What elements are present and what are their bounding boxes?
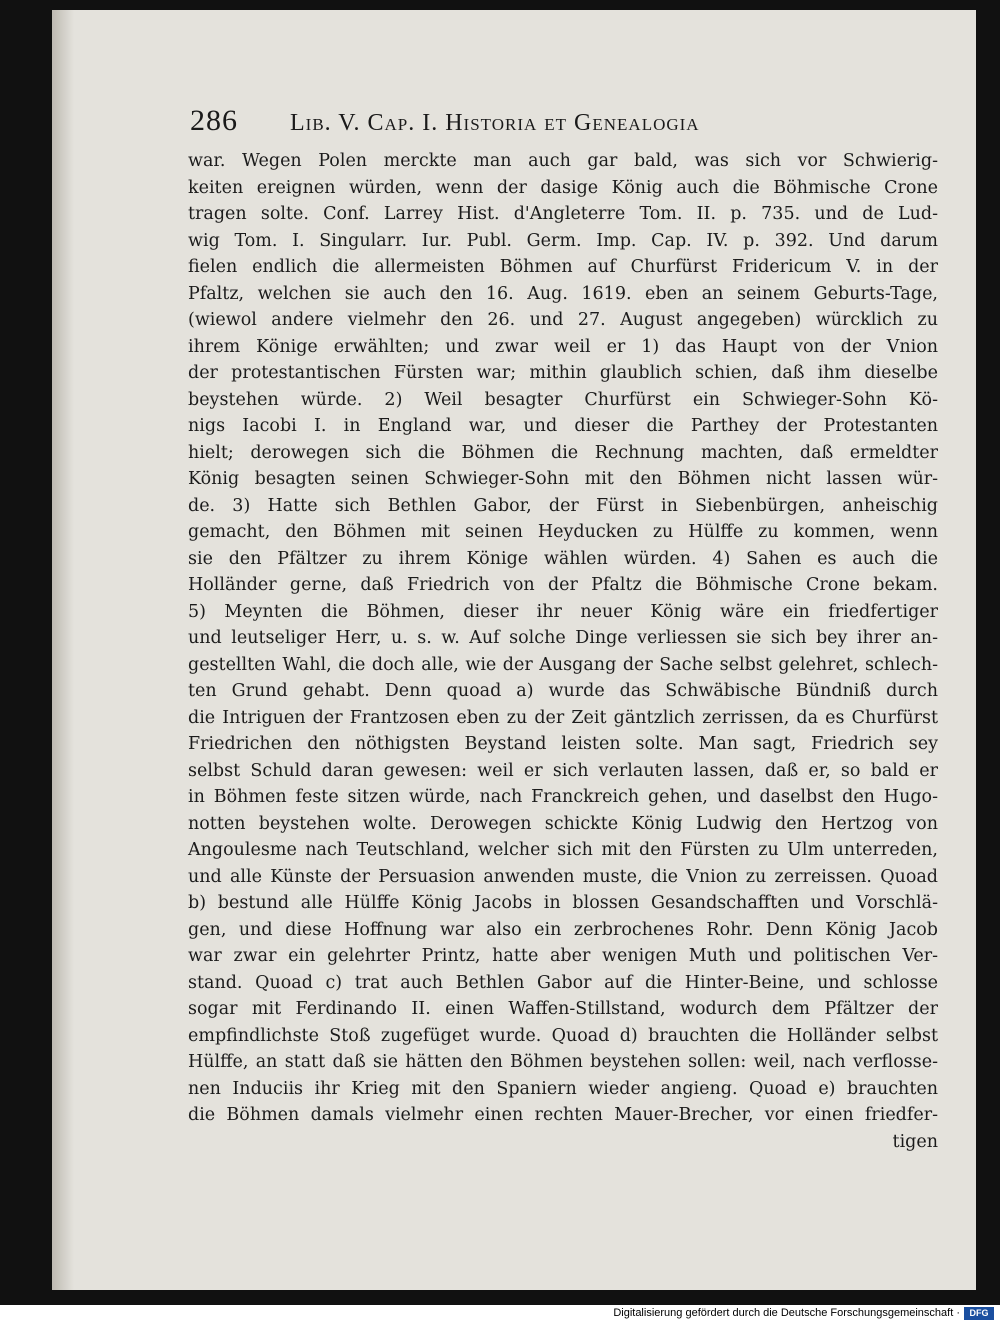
text-line: hielt; derowegen sich die Böhmen die Rechnung machten, daß ermeldter [188,442,938,463]
text-line: der protestantischen Fürsten war; mithin glaublich schien, daß ihm dieselbe [188,363,938,383]
running-title: Lib. V. Cap. I. Historia et Genealogia [290,110,700,136]
text-line: nen Induciis ihr Krieg mit den Spaniern wieder angieng. Quoad e) brauchten [188,1078,938,1099]
text-line: notten beystehen wolte. Derowegen schickte König Ludwig den Hertzog von [188,813,938,834]
text-line: tigen [892,1131,938,1152]
text-line: ihrem Könige erwählten; und zwar weil er 1) das Haupt von der Vnion [188,336,938,357]
text-line: beystehen würde. 2) Weil besagter Churfürst ein Schwieger-Sohn Kö- [188,389,938,410]
text-line: keiten ereignen würden, wenn der dasige König auch die Böhmische Crone [188,177,938,198]
page-header [190,104,840,144]
text-line: gestellten Wahl, die doch alle, wie der Ausgang der Sache selbst gelehret, schlech- [188,654,938,675]
text-line: sogar mit Ferdinando II. einen Waffen-Stillstand, wodurch dem Pfältzer der [188,999,938,1019]
page-gutter-shadow [52,10,74,1290]
text-line: b) bestund alle Hülffe König Jacobs in blossen Gesandschafften und Vorschlä- [188,893,938,913]
text-line: die Intriguen der Frantzosen eben zu der Zeit gäntzlich zerrissen, da es Churfürst [188,707,938,728]
text-line: (wiewol andere vielmehr den 26. und 27. August angegeben) würcklich zu [188,310,938,330]
text-line: de. 3) Hatte sich Bethlen Gabor, der Fürst in Siebenbürgen, anheischig [188,495,938,516]
text-line: selbst Schuld daran gewesen: weil er sich verlauten lassen, daß er, so bald er [188,760,938,781]
page-number: 286 [190,104,238,137]
digitization-credit: Digitalisierung gefördert durch die Deutsche Forschungsgemeinschaft · [613,1307,960,1319]
text-line: sie den Pfältzer zu ihrem Könige wählen würden. 4) Sahen es auch die [188,548,938,569]
text-line: empfindlichste Stoß zugefüget wurde. Quoad d) brauchten die Holländer selbst [188,1025,938,1046]
text-line: Holländer gerne, daß Friedrich von der Pfaltz die Böhmische Crone bekam. [188,575,938,595]
text-line: Hülffe, an statt daß sie hätten den Böhmen beystehen sollen: weil, nach verflosse- [188,1052,938,1072]
text-line: König besagten seinen Schwieger-Sohn mit den Böhmen nicht lassen wür- [188,469,938,489]
text-line: war zwar ein gelehrter Printz, hatte aber wenigen Muth und politischen Ver- [188,946,938,966]
text-line: tragen solte. Conf. Larrey Hist. d'Angleterre Tom. II. p. 735. und de Lud- [188,204,938,224]
text-line: stand. Quoad c) trat auch Bethlen Gabor auf die Hinter-Beine, und schlosse [188,972,938,993]
text-line: Angoulesme nach Teutschland, welcher sich mit den Fürsten zu Ulm unterreden, [188,840,938,860]
dfg-logo-icon: DFG [964,1307,994,1320]
text-line: ten Grund gehabt. Denn quoad a) wurde das Schwäbische Bündniß durch [188,681,938,701]
footer-bar [0,1305,1000,1323]
text-line: nigs Iacobi I. in England war, und dieser die Parthey der Protestanten [188,416,938,436]
body-text [188,148,938,1155]
text-line: gemacht, den Böhmen mit seinen Heyducken zu Hülffe zu kommen, wenn [188,522,938,542]
text-line: Friedrichen den nöthigsten Beystand leisten solte. Man sagt, Friedrich sey [188,734,938,754]
text-line: in Böhmen feste sitzen würde, nach Franckreich gehen, und daselbst den Hugo- [188,787,938,807]
text-line: fielen endlich die allermeisten Böhmen auf Churfürst Fridericum V. in der [188,257,938,277]
text-line: und alle Künste der Persuasion anwenden muste, die Vnion zu zerreissen. Quoad [188,866,938,887]
text-line: gen, und diese Hoffnung war also ein zerbrochenes Rohr. Denn König Jacob [188,919,938,940]
text-line: und leutseliger Herr, u. s. w. Auf solche Dinge verliessen sie sich bey ihrer an- [188,628,938,648]
text-line: Pfaltz, welchen sie auch den 16. Aug. 1619. eben an seinem Geburts-Tage, [188,283,938,304]
text-line: die Böhmen damals vielmehr einen rechten Mauer-Brecher, vor einen friedfer- [188,1105,938,1125]
text-line: war. Wegen Polen merckte man auch gar bald, was sich vor Schwierig- [188,151,938,171]
text-line: 5) Meynten die Böhmen, dieser ihr neuer König wäre ein friedfertiger [188,601,938,622]
text-line: wig Tom. I. Singularr. Iur. Publ. Germ. Imp. Cap. IV. p. 392. Und darum [188,230,938,251]
